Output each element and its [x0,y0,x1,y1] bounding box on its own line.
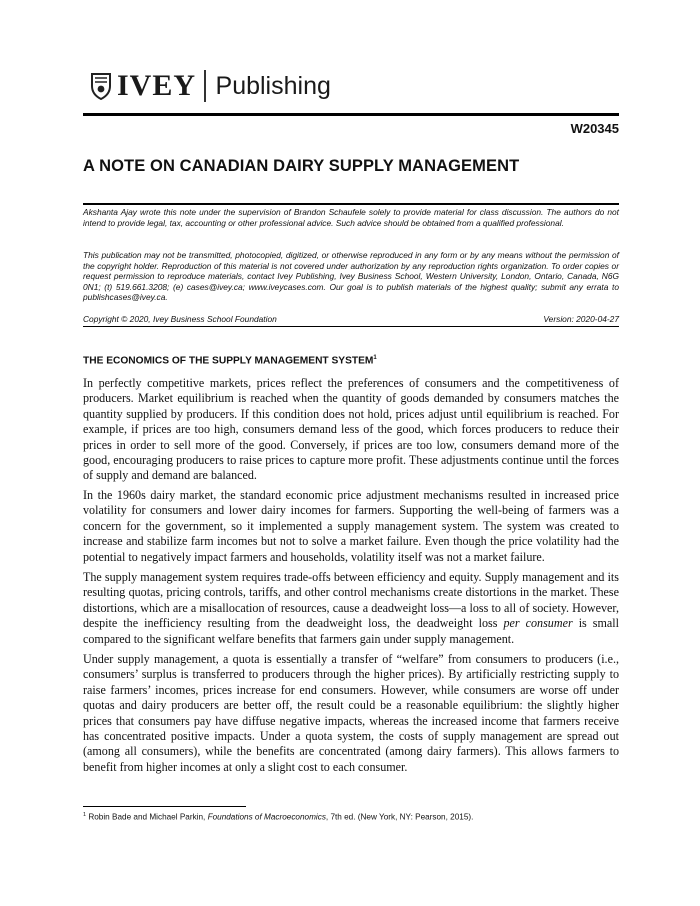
section-heading: THE ECONOMICS OF THE SUPPLY MANAGEMENT SYSTEM$^1$ [83,355,377,367]
footnote-1: $^1$ Robin Bade and Michael Parkin, Foundations of Macroeconomics, 7th ed. (New York, NY: Pearson, 2015). [83,812,474,822]
ivey-crest-icon [90,72,112,100]
authorship-notice: Akshanta Ajay wrote this note under the supervision of Brandon Schaufele solely to provide material for class discussion. The authors do not intend to provide legal, tax, accounting or other professional advice. Such advice should be obtained from a qualified professional. [83,207,619,228]
paragraph-1: In perfectly competitive markets, prices reflect the preferences of consumers and the competitiveness of producers. Market equilibrium is reached when the quantity of goods demanded by consumers matches the quantity supplied by producers. If this condition does not hold, prices adjust until equilibrium is reached. For example, if prices are too high, consumers demand less of the good, which forces producers to reduce their prices in order to sell more of the good. Conversely, if prices are too low, consumers demand more of the good, encouraging producers to raise prices to capture more profit. These adjustments continue until the forces of supply and demand are balanced. [83,376,619,483]
copyright-rule [83,326,619,327]
logo-divider [204,70,206,102]
footnote-book-title: Foundations of Macroeconomics [207,812,326,822]
emphasis-per-consumer: per consumer [503,616,573,631]
footnote-rule [83,806,246,807]
brand-name: IVEY [117,69,197,102]
footnote-mark: 1 [83,812,87,818]
copyright-text: Copyright © 2020, Ivey Business School Foundation [83,314,277,324]
publisher-name: Publishing [215,71,331,100]
header-rule [83,113,619,116]
case-number: W20345 [570,121,619,136]
document-title: A NOTE ON CANADIAN DAIRY SUPPLY MANAGEMENT [83,157,520,175]
paragraph-4: Under supply management, a quota is essentially a transfer of “welfare” from consumers to producers (i.e., consumers’ surplus is transferred to producers through the higher prices). By artificially restricting supply to raise farmers’ incomes, prices increase for end consumers. However, while consumers are worse off under quotas and dairy producers are better off, the result could be a reasonable equilibrium: the slightly higher prices that consumers pay have diffuse negative impacts, whereas the increased income that farmers receive has concentrated positive impacts. Under a quota system, the costs of supply management are spread out (among all consumers), while the benefits are concentrated (among dairy farmers). This allows farmers to benefit from higher incomes at only a slight cost to each consumer. [83,652,619,774]
title-rule [83,203,619,205]
copyright-line [83,314,619,324]
copyright-notice: This publication may not be transmitted, photocopied, digitized, or otherwise reproduced in any form or by any means without the permission of the copyright holder. Reproduction of this material is not covered under authorization by any reproduction rights organization. To order copies or request permission to reproduce materials, contact Ivey Publishing, Ivey Business School, Western University, London, Ontario, Canada, N6G 0N1; (t) 519.661.3208; (e) cases@ivey.ca; www.iveycases.com. Our goal is to publish materials of the highest quality; submit any errata to publishcases@ivey.ca. [83,250,619,303]
version-text: Version: 2020-04-27 [543,314,619,324]
paragraph-3: The supply management system requires trade-offs between efficiency and equity. Supply management and its resulting quotas, pricing controls, tariffs, and other control mechanisms create distortions in the market. These distortions, which are a misallocation of resources, cause a deadweight loss—a loss to all of society. However, despite the inefficiency resulting from the deadweight loss, the deadweight loss per consumer is small compared to the significant welfare benefits that farmers gain under supply management. [83,570,619,646]
footnote-reference: 1 [373,355,377,361]
ivey-publishing-logo [90,68,331,104]
paragraph-2: In the 1960s dairy market, the standard economic price adjustment mechanisms resulted in increased price volatility for consumers and lower dairy incomes for farmers. Supporting the well-being of farmers was a concern for the government, so it implemented a supply management system. The system was created to increase and stabilize farm incomes but not to solve a market failure. Even though the price volatility had the potential to negatively impact farmers and households, volatility itself was not a market failure. [83,488,619,564]
